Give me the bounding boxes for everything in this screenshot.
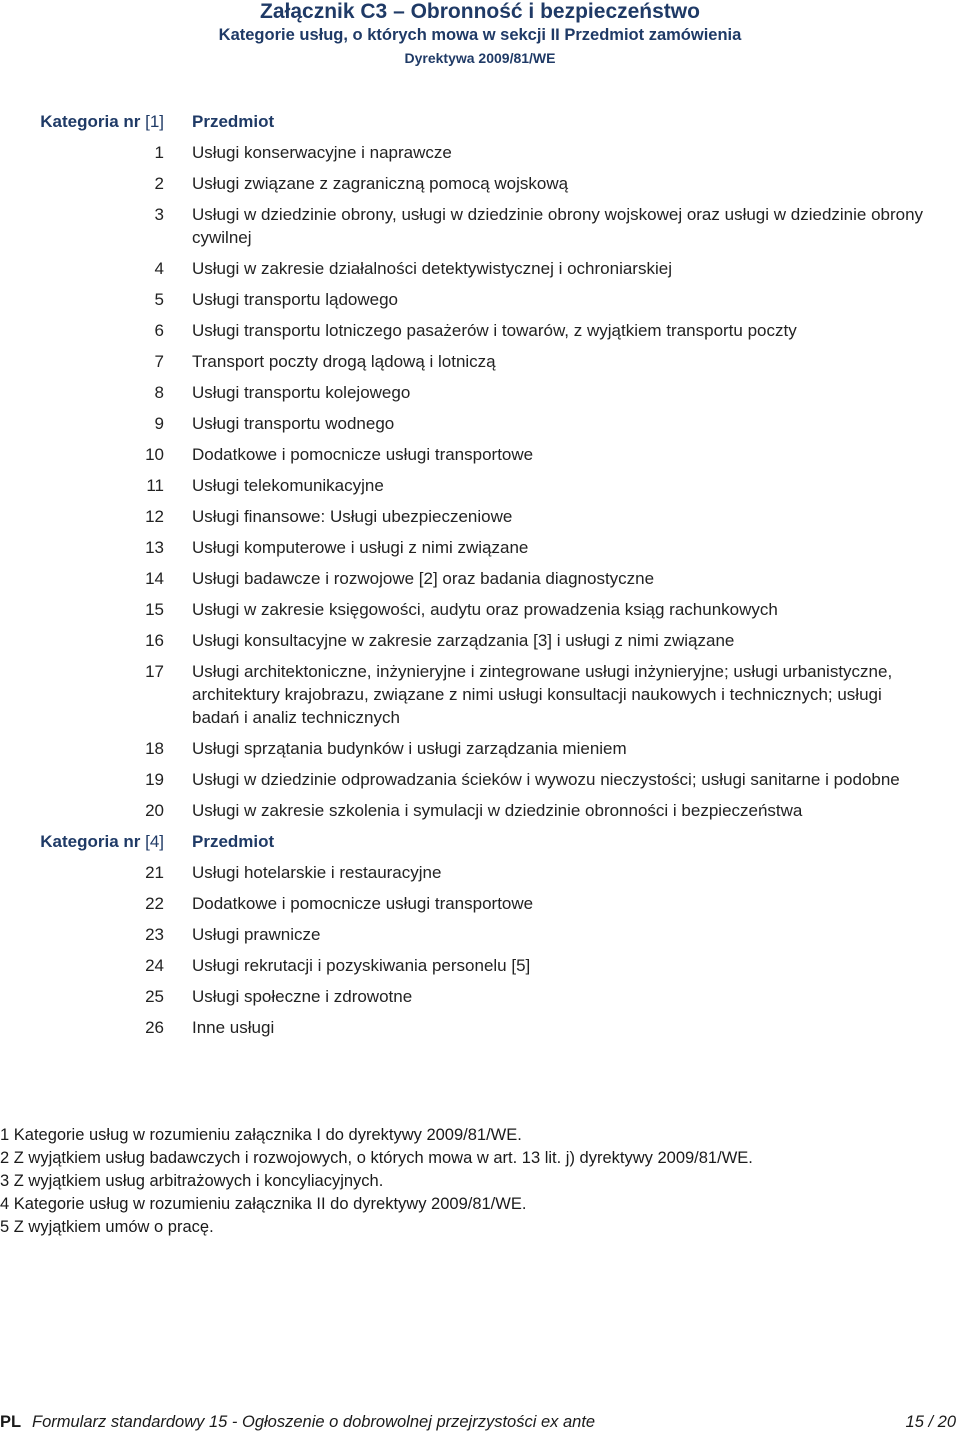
category-description: Usługi społeczne i zdrowotne (192, 987, 413, 1006)
category-column-header (0, 830, 192, 853)
category-number: 8 (154, 383, 164, 402)
footer-form-name: Formularz standardowy 15 - Ogłoszenie o dobrowolnej przejrzystości ex ante (32, 1413, 596, 1431)
table-row (0, 443, 960, 466)
table-row (0, 861, 960, 884)
category-number: 22 (145, 894, 164, 913)
table-row (0, 319, 960, 342)
category-number: 6 (154, 321, 164, 340)
category-description: Usługi prawnicze (192, 925, 321, 944)
category-number: 19 (145, 770, 164, 789)
category-description: Inne usługi (192, 1018, 275, 1037)
footnote: 3 Z wyjątkiem usług arbitrażowych i koncyliacyjnych. (0, 1172, 384, 1190)
category-description: Usługi transportu lotniczego pasażerów i towarów, z wyjątkiem transportu poczty (192, 321, 797, 340)
category-number: 18 (145, 739, 164, 758)
directive-label: Dyrektywa 2009/81/WE (404, 50, 556, 66)
footer-language: PL (0, 1413, 22, 1431)
category-description: Usługi telekomunikacyjne (192, 476, 384, 495)
category-number: 23 (145, 925, 164, 944)
table-row (0, 505, 960, 528)
category-description: Usługi konserwacyjne i naprawcze (192, 143, 452, 162)
category-number: 10 (145, 445, 164, 464)
footnote-ref: [4] (145, 832, 164, 851)
category-description: Usługi w dziedzinie odprowadzania ścieków i wywozu nieczystości; usługi sanitarne i podobne (192, 770, 900, 789)
category-number: 16 (145, 631, 164, 650)
table-row (0, 1016, 960, 1039)
category-number: 15 (145, 600, 164, 619)
category-description: Usługi badawcze i rozwojowe [2] oraz badania diagnostyczne (192, 569, 655, 588)
category-column-header (0, 110, 192, 133)
category-description: Usługi hotelarskie i restauracyjne (192, 863, 442, 882)
table-row (0, 203, 960, 249)
category-description: Dodatkowe i pomocnicze usługi transportowe (192, 894, 534, 913)
category-number: 2 (154, 174, 164, 193)
table-row (0, 381, 960, 404)
table-row (0, 985, 960, 1008)
table-row (0, 536, 960, 559)
category-header-row (0, 830, 960, 853)
category-description: Usługi sprzątania budynków i usługi zarządzania mieniem (192, 739, 627, 758)
table-row (0, 737, 960, 760)
table-row (0, 954, 960, 977)
table-row (0, 288, 960, 311)
table-row (0, 923, 960, 946)
category-number: 9 (154, 414, 164, 433)
table-row (0, 350, 960, 373)
table-row (0, 567, 960, 590)
footnote-ref: [1] (145, 112, 164, 131)
footnote: 4 Kategorie usług w rozumieniu załącznika II do dyrektywy 2009/81/WE. (0, 1195, 527, 1213)
table-row (0, 141, 960, 164)
category-number: 17 (145, 662, 164, 681)
table-row (0, 660, 960, 729)
table-row (0, 598, 960, 621)
category-number: 25 (145, 987, 164, 1006)
footer-page-number: 15 / 20 (905, 1413, 956, 1431)
table-row (0, 257, 960, 280)
category-description: Usługi w zakresie działalności detektywistycznej i ochroniarskiej (192, 259, 672, 278)
category-number: 21 (145, 863, 164, 882)
category-description: Usługi transportu lądowego (192, 290, 399, 309)
category-number: 26 (145, 1018, 164, 1037)
footnote: 5 Z wyjątkiem umów o pracę. (0, 1218, 214, 1236)
category-number: 11 (146, 476, 164, 495)
category-description: Transport poczty drogą lądową i lotniczą (192, 352, 496, 371)
table-row (0, 629, 960, 652)
table-row (0, 412, 960, 435)
category-description: Usługi komputerowe i usługi z nimi związane (192, 538, 529, 557)
category-description: Usługi architektoniczne, inżynieryjne i zintegrowane usługi inżynieryjne; usługi urbanistyczne, architektury krajobrazu, związane z nimi usługi konsultacji naukowych i technicznych; usługi badań i analiz technicznych (192, 662, 893, 727)
category-description: Usługi w dziedzinie obrony, usługi w dziedzinie obrony wojskowej oraz usługi w dziedzinie obrony cywilnej (192, 205, 924, 247)
subject-column-header: Przedmiot (192, 832, 275, 851)
category-description: Usługi rekrutacji i pozyskiwania personelu [5] (192, 956, 531, 975)
table-row (0, 892, 960, 915)
category-number: 14 (145, 569, 164, 588)
category-description: Usługi finansowe: Usługi ubezpieczeniowe (192, 507, 513, 526)
categories-table (0, 110, 960, 1047)
footnotes (0, 1124, 753, 1239)
category-label: Kategoria nr (40, 832, 146, 851)
category-label: Kategoria nr (40, 112, 146, 131)
category-header-row (0, 110, 960, 133)
table-row (0, 172, 960, 195)
category-number: 7 (154, 352, 164, 371)
page-title: Załącznik C3 – Obronność i bezpieczeństwo (260, 0, 700, 23)
subject-column-header: Przedmiot (192, 112, 275, 131)
category-description: Usługi transportu kolejowego (192, 383, 411, 402)
category-number: 1 (154, 143, 164, 162)
category-number: 5 (154, 290, 164, 309)
category-number: 13 (145, 538, 164, 557)
category-number: 20 (145, 801, 164, 820)
category-number: 4 (154, 259, 164, 278)
table-row (0, 474, 960, 497)
category-description: Usługi w zakresie księgowości, audytu oraz prowadzenia ksiąg rachunkowych (192, 600, 778, 619)
footnote: 1 Kategorie usług w rozumieniu załącznika I do dyrektywy 2009/81/WE. (0, 1126, 522, 1144)
table-row (0, 768, 960, 791)
category-number: 3 (154, 205, 164, 224)
category-description: Dodatkowe i pomocnicze usługi transportowe (192, 445, 534, 464)
category-number: 24 (145, 956, 164, 975)
category-description: Usługi związane z zagraniczną pomocą wojskową (192, 174, 569, 193)
footnote: 2 Z wyjątkiem usług badawczych i rozwojowych, o których mowa w art. 13 lit. j) dyrektywy 2009/81/WE. (0, 1149, 753, 1167)
category-description: Usługi w zakresie szkolenia i symulacji w dziedzinie obronności i bezpieczeństwa (192, 801, 803, 820)
category-description: Usługi konsultacyjne w zakresie zarządzania [3] i usługi z nimi związane (192, 631, 735, 650)
page-subtitle: Kategorie usług, o których mowa w sekcji II Przedmiot zamówienia (218, 26, 742, 44)
table-row (0, 799, 960, 822)
category-description: Usługi transportu wodnego (192, 414, 395, 433)
category-number: 12 (145, 507, 164, 526)
